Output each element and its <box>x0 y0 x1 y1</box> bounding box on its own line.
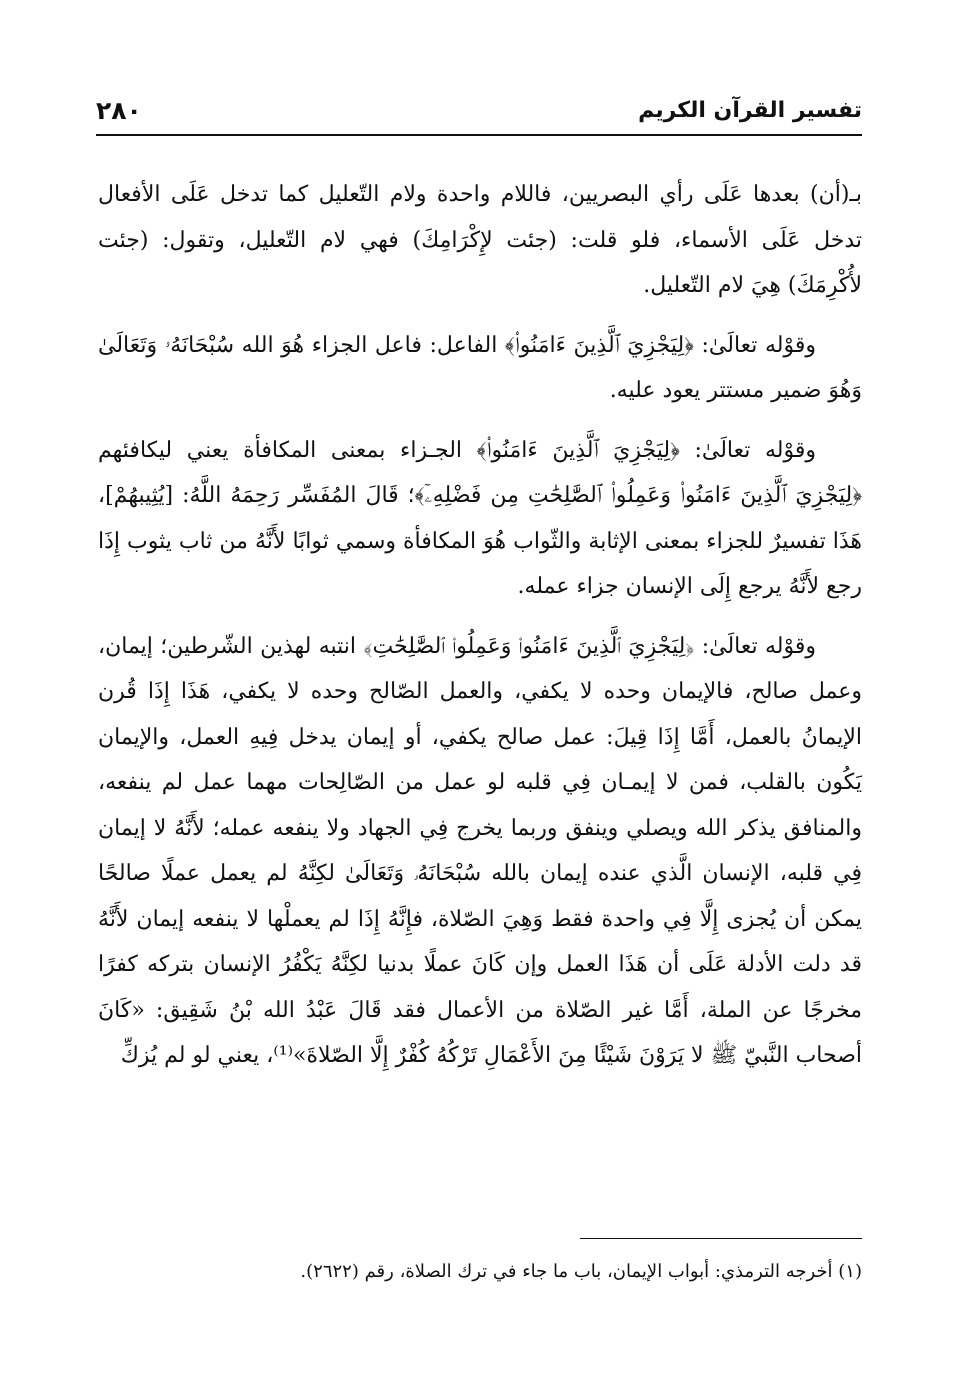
header-divider <box>96 134 862 136</box>
page-header <box>96 92 862 136</box>
footnote: (١) أخرجه الترمذي: أبواب الإيمان، باب ما جاء في ترك الصلاة، رقم (٢٦٢٢). <box>300 1261 862 1282</box>
main-text <box>98 172 862 1093</box>
page-number: ٢٨٠ <box>96 96 142 125</box>
paragraph-fail-aljaza: وقوْله تعالَىٰ: ﴿لِيَجْزِيَ ٱلَّذِينَ ءَامَنُوا۟﴾ الفاعل: فاعل الجزاء هُوَ الله سُبْحَانَهُۥ وَتَعَالَىٰ وَهُوَ ضمير مستتر يعود عليه. <box>98 332 862 403</box>
paragraph-two-conditions: وقوْله تعالَىٰ: ﴿لِيَجْزِيَ ٱلَّذِينَ ءَامَنُوا۟ وَعَمِلُوا۟ ٱلصَّٰلِحَٰتِ﴾ انتبه لهذين الشّرطين؛ إيمان، وعمل صالح، فالإيمان وحده لا يكفي، والعمل الصّالح وحده لا يكفي، هَذَا إِذَا قُرن الإيمانُ بالعمل، أَمَّا إِذَا قِيلَ: عمل صالح يكفي، أو إيمان يدخل فِيهِ العمل، والإيمان يَكُون بالقلب، فمن لا إيمـان فِي قلبه لو عمل من الصّالِحات مهما عمل لم ينفعه، والمنافق يذكر الله ويصلي وينفق وربما يخرج فِي الجهاد ولا ينفعه عمله؛ لأَنَّهُ لا إيمان فِي قلبه، الإنسان الَّذي عنده إيمان بالله سُبْحَانَهُۥ وَتَعَالَىٰ لكِنَّهُ لم يعمل عملًا صالحًا يمكن أن يُجزى إِلَّا فِي واحدة فقط وَهِيَ الصّلاة، فإِنَّهُ إِذَا لم يعملْها لا ينفعه إيمان لأَنَّهُ قد دلت الأدلة عَلَى أن هَذَا العمل وإن كَانَ عملًا بدنيا لكِنَّهُ يَكْفُرُ الإنسان بتركه كفرًا مخرجًا عن الملة، أَمَّا غير الصّلاة من الأعمال فقد قَالَ عَبْدُ الله بْنُ شَقِيق: «كَانَ أصحاب النَّبيّ ﷺ لا يَرَوْنَ شَيْئًا مِنَ الأَعْمَالِ تَرْكُهُ كُفْرٌ إِلَّا الصّلاةَ»⁽¹⁾، يعني لو لم يُزكِّ <box>98 633 862 1068</box>
footnote-divider <box>580 1238 862 1239</box>
paragraph-aljaza-meaning: وقوْله تعالَىٰ: ﴿لِيَجْزِيَ ٱلَّذِينَ ءَامَنُوا۟﴾ الجـزاء بمعنى المكافأة يعني ليكافئهم ﴿لِيَجْزِيَ ٱلَّذِينَ ءَامَنُوا۟ وَعَمِلُوا۟ ٱلصَّٰلِحَٰتِ مِن فَضْلِهِۦٓ﴾؛ قَالَ المُفَسِّر رَحِمَهُ اللَّهُ: [يُثِيبهُمْ]، هَذَا تفسيرٌ للجزاء بمعنى الإثابة والثّواب هُوَ المكافأة وسمي ثوابًا لأَنَّهُ من ثاب يثوب إِذَا رجع لأَنَّهُ يرجع إِلَى الإنسان جزاء عمله. <box>98 437 862 599</box>
paragraph-continuation: بـ(أن) بعدها عَلَى رأي البصريين، فاللام واحدة ولام التّعليل كما تدخل عَلَى الأفعال تدخل عَلَى الأسماء، فلو قلت: (جئت لإِكْرَامِكَ) فهي لام التّعليل، وتقول: (جئت لأُكْرِمَكَ) هِيَ لام التّعليل. <box>98 182 862 298</box>
book-title: تفسير القرآن الكريم <box>638 98 862 123</box>
